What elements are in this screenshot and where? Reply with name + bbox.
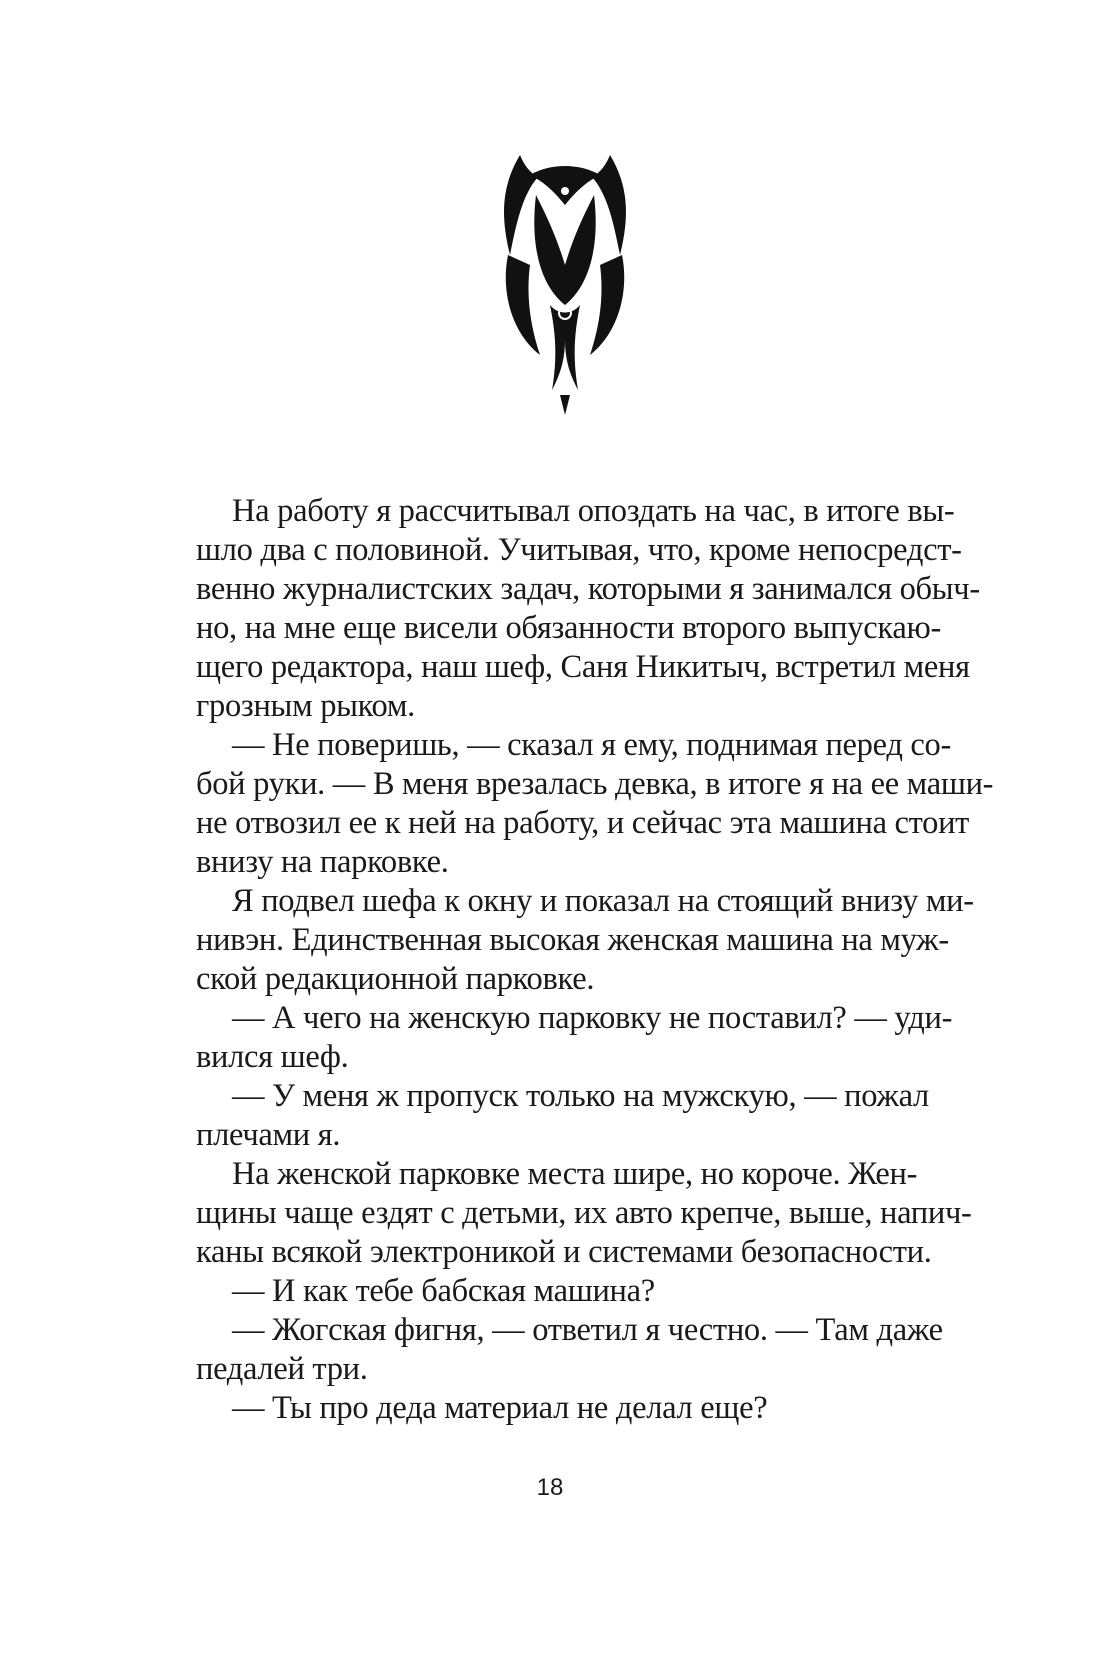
text-line: венно журналистских задач, которыми я занимался обыч-	[196, 571, 980, 607]
text-line: не отвозил ее к ней на работу, и сейчас эта машина стоит	[196, 805, 970, 841]
text-line: внизу на парковке.	[196, 844, 449, 880]
text-line: — Не поверишь, — сказал я ему, поднимая перед со-	[232, 727, 951, 763]
text-line: Я подвел шефа к окну и показал на стоящий внизу ми-	[232, 883, 974, 919]
text-line: — И как тебе бабская машина?	[232, 1273, 655, 1309]
text-line: педалей три.	[196, 1351, 368, 1387]
text-line: ской редакционной парковке.	[196, 961, 595, 997]
text-line: вился шеф.	[196, 1039, 349, 1075]
text-line: — У меня ж пропуск только на мужскую, — пожал	[232, 1078, 929, 1114]
text-line: — Ты про деда материал не делал еще?	[232, 1390, 768, 1426]
text-line: На работу я рассчитывал опоздать на час, в итоге вы-	[232, 493, 955, 529]
text-line: нивэн. Единственная высокая женская машина на муж-	[196, 922, 949, 958]
text-line: бой руки. — В меня врезалась девка, в итоге я на ее маши-	[196, 766, 994, 802]
text-line: каны всякой электроникой и системами безопасности.	[196, 1234, 932, 1270]
text-line: но, на мне еще висели обязанности второго выпускаю-	[196, 610, 941, 646]
text-line: На женской парковке места шире, но короче. Жен-	[232, 1156, 918, 1192]
text-line: шло два с половиной. Учитывая, что, кроме непосредст-	[196, 532, 962, 568]
body-text	[196, 492, 994, 1428]
text-line: — А чего на женскую парковку не поставил? — уди-	[232, 1000, 953, 1036]
text-line: щего редактора, наш шеф, Саня Никитыч, встретил меня	[196, 649, 970, 685]
text-line: грозным рыком.	[196, 688, 415, 724]
text-line: плечами я.	[196, 1117, 341, 1153]
page-number: 18	[536, 1474, 564, 1501]
tribal-wolf-head-icon	[500, 155, 630, 415]
text-line: — Жогская фигня, — ответил я честно. — Там даже	[232, 1312, 943, 1348]
text-line: щины чаще ездят с детьми, их авто крепче, выше, напич-	[196, 1195, 972, 1231]
